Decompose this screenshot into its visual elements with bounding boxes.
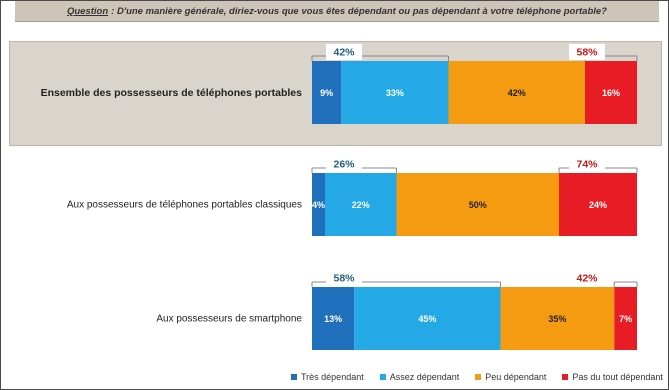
stacked-bar-chart bbox=[1, 1, 668, 389]
data-label: 4% bbox=[311, 200, 326, 210]
legend-swatch bbox=[562, 374, 568, 380]
total-non-dependant-label: 74% bbox=[576, 158, 598, 171]
data-label: 24% bbox=[588, 200, 608, 210]
data-label: 33% bbox=[385, 88, 404, 98]
legend-item bbox=[291, 372, 364, 382]
category-label: Aux possesseurs de téléphones portables classiques bbox=[66, 199, 302, 211]
legend-label: Très dépendant bbox=[301, 372, 364, 382]
data-label: 35% bbox=[548, 314, 567, 324]
legend-item bbox=[475, 372, 546, 382]
legend-item bbox=[380, 372, 460, 382]
data-label: 50% bbox=[468, 200, 487, 210]
data-label: 9% bbox=[320, 88, 334, 98]
legend-label: Assez dépendant bbox=[389, 372, 460, 382]
question-text: : D'une manière générale, diriez-vous que vous êtes dépendant ou pas dépendant à votre téléphone portable? bbox=[111, 5, 607, 17]
legend-swatch bbox=[291, 374, 297, 380]
data-label: 7% bbox=[619, 314, 633, 324]
total-non-dependant-label: 58% bbox=[576, 46, 598, 59]
total-dependant-label: 58% bbox=[333, 272, 355, 285]
total-non-dependant-label: 42% bbox=[576, 272, 598, 285]
legend bbox=[291, 372, 663, 382]
total-dependant-label: 26% bbox=[333, 158, 355, 171]
data-label: 13% bbox=[324, 314, 343, 324]
data-label: 42% bbox=[507, 88, 526, 98]
legend-label: Peu dépendant bbox=[485, 372, 547, 382]
question-label: Question bbox=[66, 5, 109, 17]
legend-item bbox=[562, 372, 663, 382]
data-label: 16% bbox=[601, 88, 621, 98]
data-label: 45% bbox=[418, 314, 437, 324]
category-label: Ensemble des possesseurs de téléphones portables bbox=[40, 87, 302, 99]
total-dependant-label: 42% bbox=[333, 46, 355, 59]
data-label: 22% bbox=[351, 200, 370, 210]
legend-swatch bbox=[475, 374, 481, 380]
legend-swatch bbox=[380, 374, 386, 380]
legend-label: Pas du tout dépendant bbox=[572, 372, 663, 382]
category-label: Aux possesseurs de smartphone bbox=[156, 313, 302, 325]
